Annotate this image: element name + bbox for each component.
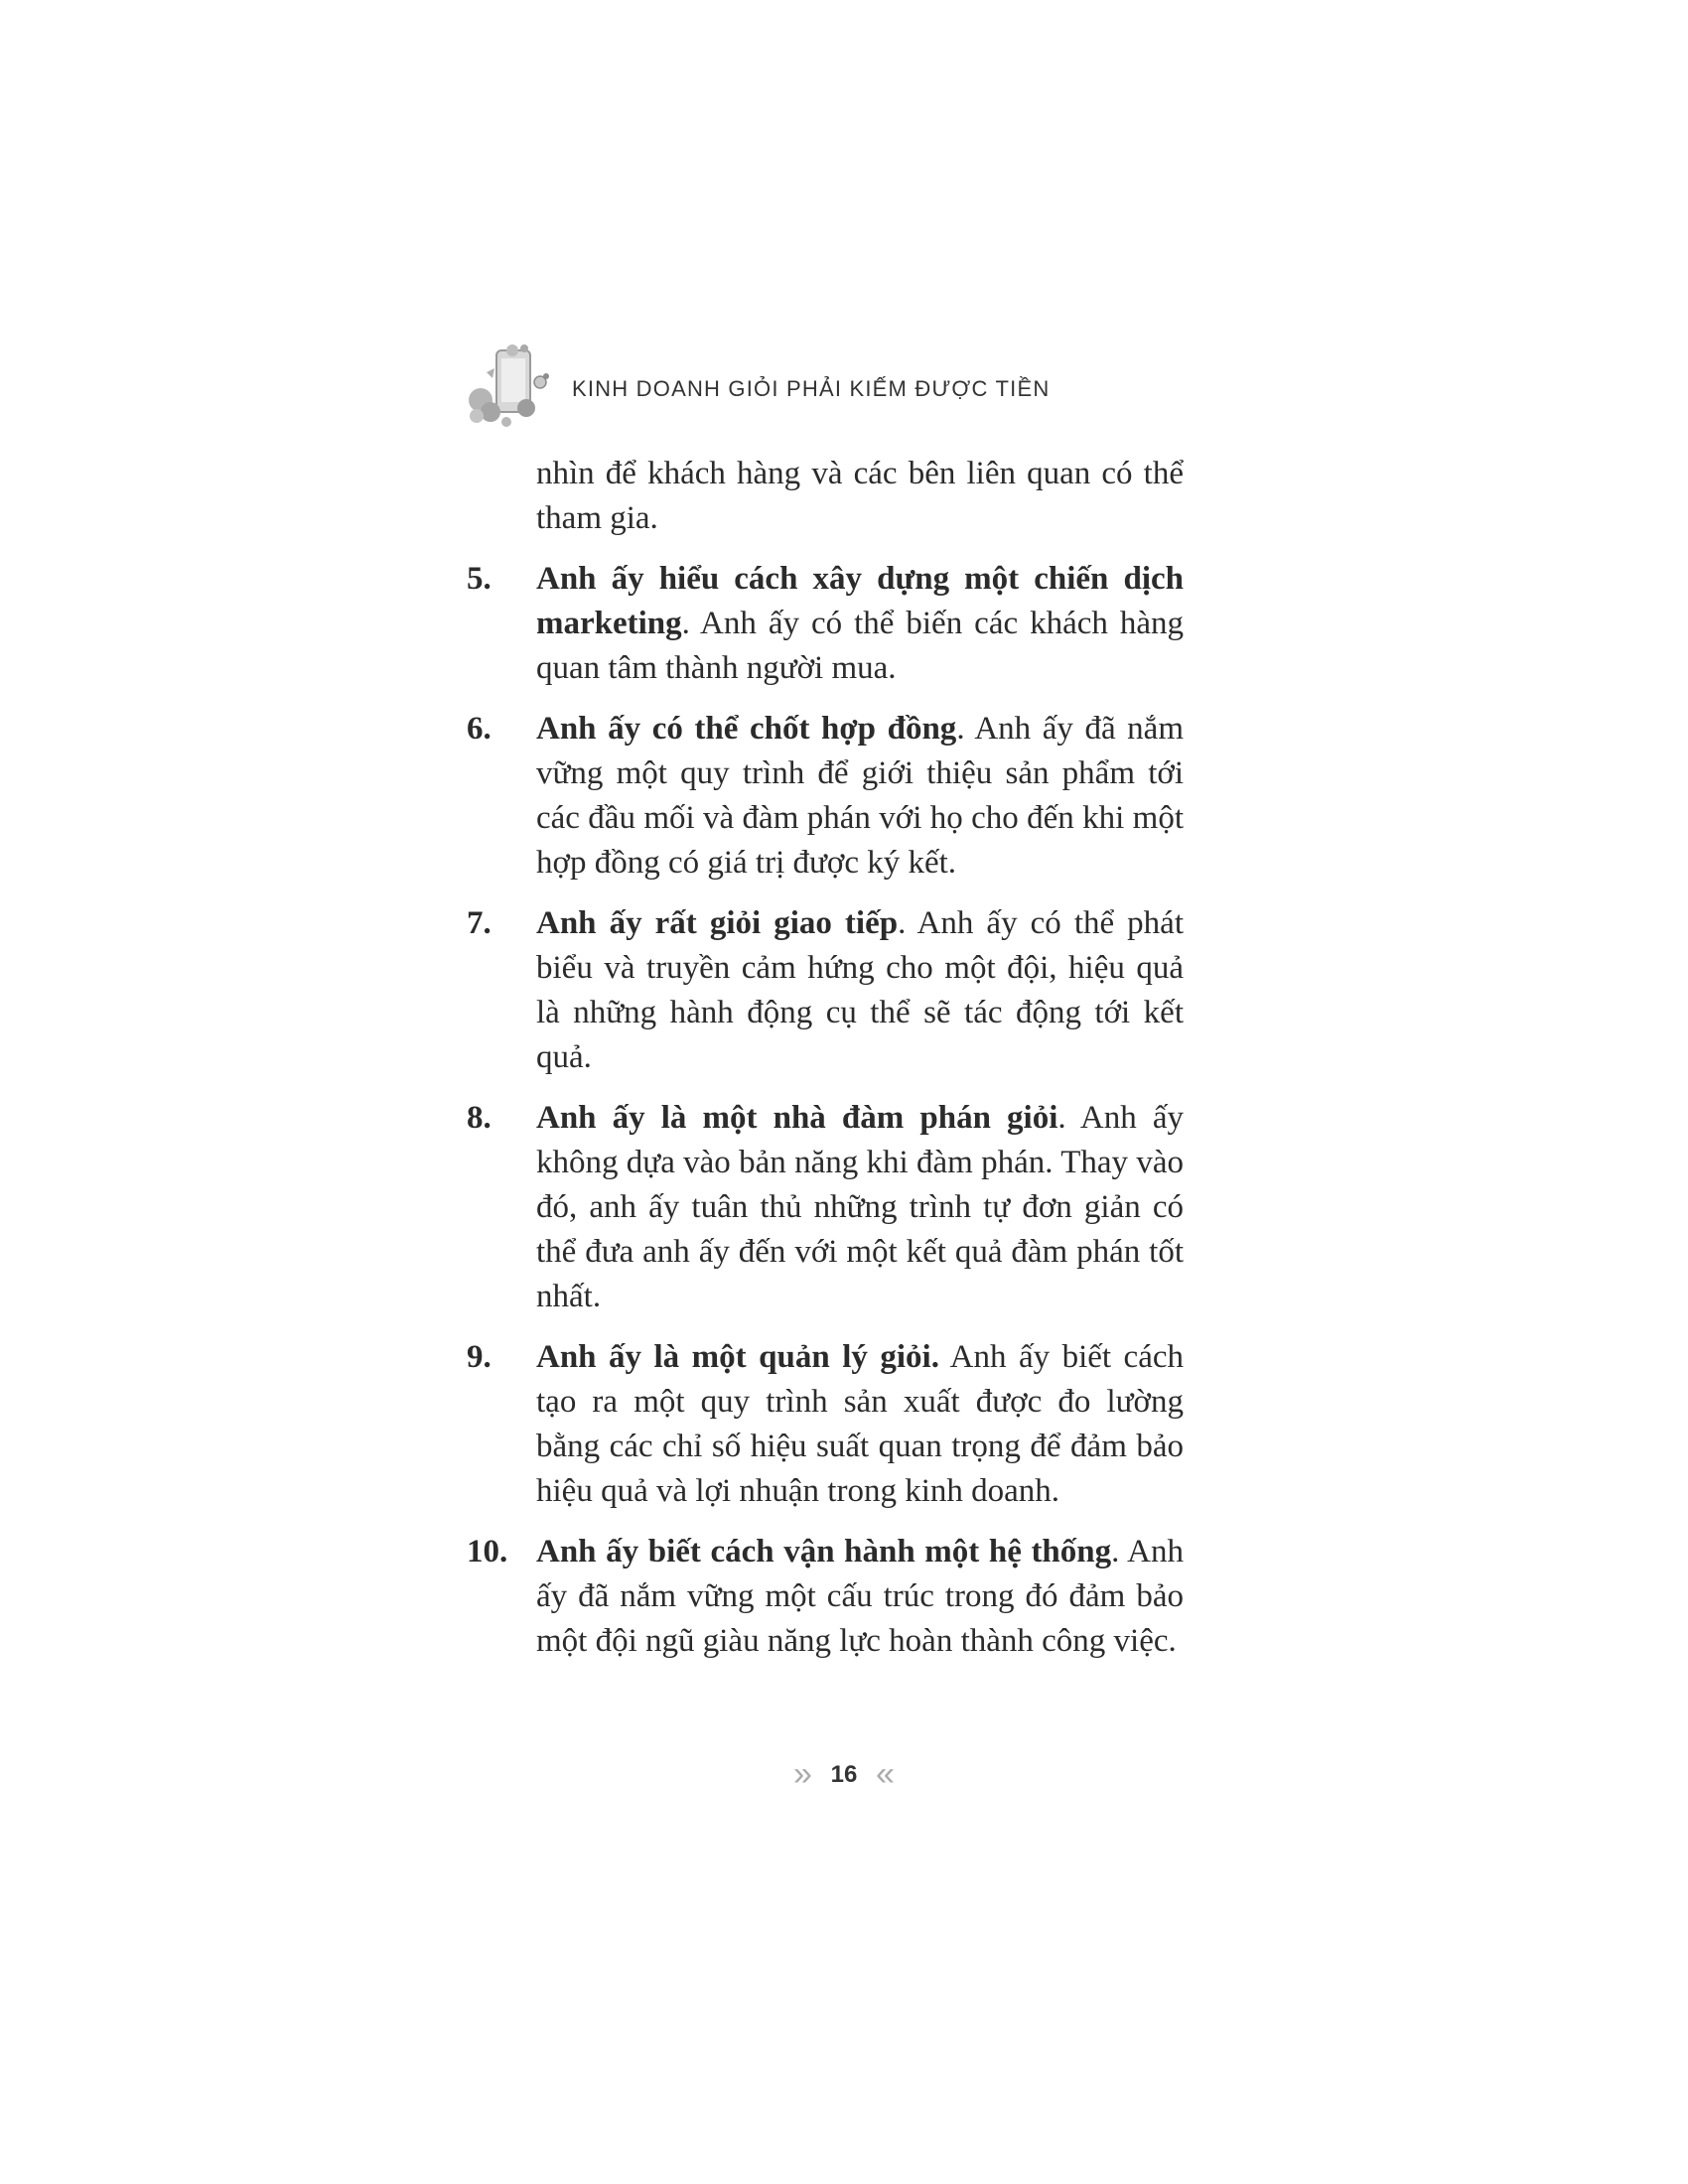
list-item — [467, 707, 1184, 886]
page-number: 16 — [830, 1761, 858, 1788]
list-item-body: . Anh ấy có thể phát biểu và truyền cảm hứng cho một đội, hiệu quả là những hành động cụ thể sẽ tác động tới kết quả. — [536, 905, 1184, 1075]
running-header — [467, 342, 1051, 432]
list-item-number: 10. — [467, 1534, 508, 1570]
list-item-heading: Anh ấy có thể chốt hợp đồng — [536, 711, 957, 747]
list-item-body: . Anh ấy không dựa vào bản năng khi đàm phán. Thay vào đó, anh ấy tuân thủ những trình tự đơn giản có thể đưa anh ấy đến với một kết quả đàm phán tốt nhất. — [536, 1100, 1184, 1314]
list-item-text — [536, 1530, 1184, 1664]
list-item — [467, 901, 1184, 1080]
list-item-heading: Anh ấy là một quản lý giỏi. — [536, 1339, 939, 1375]
book-title: KINH DOANH GIỎI PHẢI KIẾM ĐƯỢC TIỀN — [572, 376, 1051, 401]
list-item — [467, 1096, 1184, 1319]
list-item-heading: Anh ấy rất giỏi giao tiếp — [536, 905, 899, 941]
list-item-body: . Anh ấy đã nắm vững một cấu trúc trong đó đảm bảo một đội ngũ giàu năng lực hoàn thành công việc. — [536, 1534, 1184, 1659]
list-item-heading: Anh ấy biết cách vận hành một hệ thống — [536, 1534, 1112, 1570]
list-item-number: 8. — [467, 1100, 492, 1136]
list-item-heading: Anh ấy hiểu cách xây dựng một chiến dịch marketing — [536, 561, 1184, 641]
list-item-text — [536, 1096, 1184, 1319]
list-item-heading: Anh ấy là một nhà đàm phán giỏi — [536, 1100, 1058, 1136]
double-chevron-left-icon: « — [876, 1755, 895, 1793]
list-item — [467, 557, 1184, 691]
list-item-number: 5. — [467, 561, 492, 597]
page-footer — [0, 1755, 1688, 1794]
list-item-number: 9. — [467, 1339, 492, 1375]
list-item-number: 7. — [467, 905, 492, 941]
list-item — [467, 1530, 1184, 1664]
list-item-body: Anh ấy biết cách tạo ra một quy trình sản xuất được đo lường bằng các chỉ số hiệu suất quan trọng để đảm bảo hiệu quả và lợi nhuận trong kinh doanh. — [536, 1339, 1184, 1509]
list-item-body: . Anh ấy đã nắm vững một quy trình để giới thiệu sản phẩm tới các đầu mối và đàm phán với họ cho đến khi một hợp đồng có giá trị được ký kết. — [536, 711, 1184, 881]
list-item-text — [536, 707, 1184, 886]
business-illustration-icon — [467, 342, 558, 432]
list-item-text — [536, 901, 1184, 1080]
list-item — [467, 1335, 1184, 1514]
list-item-body: . Anh ấy có thể biến các khách hàng quan tâm thành người mua. — [536, 606, 1184, 686]
list-item-number: 6. — [467, 711, 492, 747]
list-item-text — [536, 1335, 1184, 1514]
paragraph-continuation: nhìn để khách hàng và các bên liên quan có thể tham gia. — [536, 456, 1184, 536]
list-item-text — [536, 557, 1184, 691]
double-chevron-right-icon: » — [793, 1755, 812, 1793]
page-body — [467, 452, 1184, 1664]
